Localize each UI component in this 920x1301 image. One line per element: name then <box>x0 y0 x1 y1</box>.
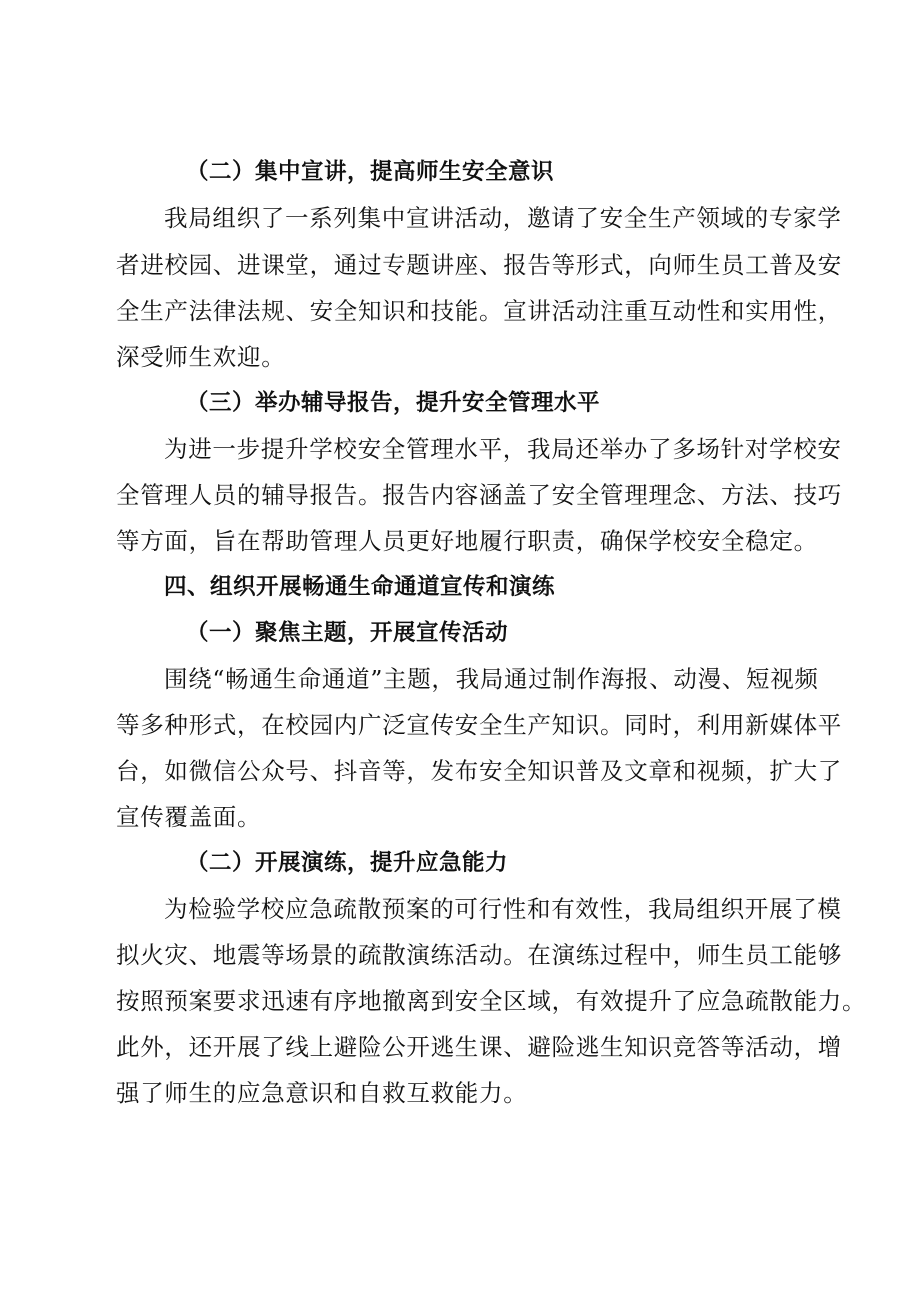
paragraph-line: 我局组织了一系列集中宣讲活动，邀请了安全生产领域的专家学 <box>164 204 842 232</box>
paragraph-line: 为进一步提升学校安全管理水平，我局还举办了多场针对学校安 <box>164 435 842 463</box>
paragraph-line: 此外，还开展了线上避险公开逃生课、避险逃生知识竞答等活动，增 <box>116 1033 842 1061</box>
paragraph-line: 等方面，旨在帮助管理人员更好地履行职责，确保学校安全稳定。 <box>116 527 818 555</box>
paragraph-line: 者进校园、进课堂，通过专题讲座、报告等形式，向师生员工普及安 <box>116 251 842 279</box>
paragraph-line: 强了师生的应急意识和自救互救能力。 <box>116 1079 528 1107</box>
paragraph-line: 为检验学校应急疏散预案的可行性和有效性，我局组织开展了模 <box>164 895 842 923</box>
section-heading-2-2: （二）集中宣讲，提高师生安全意识 <box>186 159 555 185</box>
paragraph-line: 全生产法律法规、安全知识和技能。宣讲活动注重互动性和实用性， <box>116 297 842 325</box>
paragraph-line: 等多种形式，在校园内广泛宣传安全生产知识。同时，利用新媒体平 <box>116 711 842 739</box>
section-heading-4-2: （二）开展演练，提升应急能力 <box>186 850 509 876</box>
paragraph-line: 围绕“畅通生命通道”主题，我局通过制作海报、动漫、短视频 <box>164 665 819 693</box>
paragraph-line: 拟火灾、地震等场景的疏散演练活动。在演练过程中，师生员工能够 <box>116 941 842 969</box>
paragraph-line: 宣传覆盖面。 <box>116 803 262 831</box>
paragraph-line: 按照预案要求迅速有序地撤离到安全区域，有效提升了应急疏散能力。 <box>116 987 867 1015</box>
section-heading-2-3: （三）举办辅导报告，提升安全管理水平 <box>186 390 601 416</box>
chapter-heading-4: 四、组织开展畅通生命通道宣传和演练 <box>164 574 556 600</box>
paragraph-line: 深受师生欢迎。 <box>116 343 286 371</box>
paragraph-line: 全管理人员的辅导报告。报告内容涵盖了安全管理理念、方法、技巧 <box>116 481 842 509</box>
paragraph-line: 台，如微信公众号、抖音等，发布安全知识普及文章和视频，扩大了 <box>116 757 842 785</box>
section-heading-4-1: （一）聚焦主题，开展宣传活动 <box>186 620 509 646</box>
